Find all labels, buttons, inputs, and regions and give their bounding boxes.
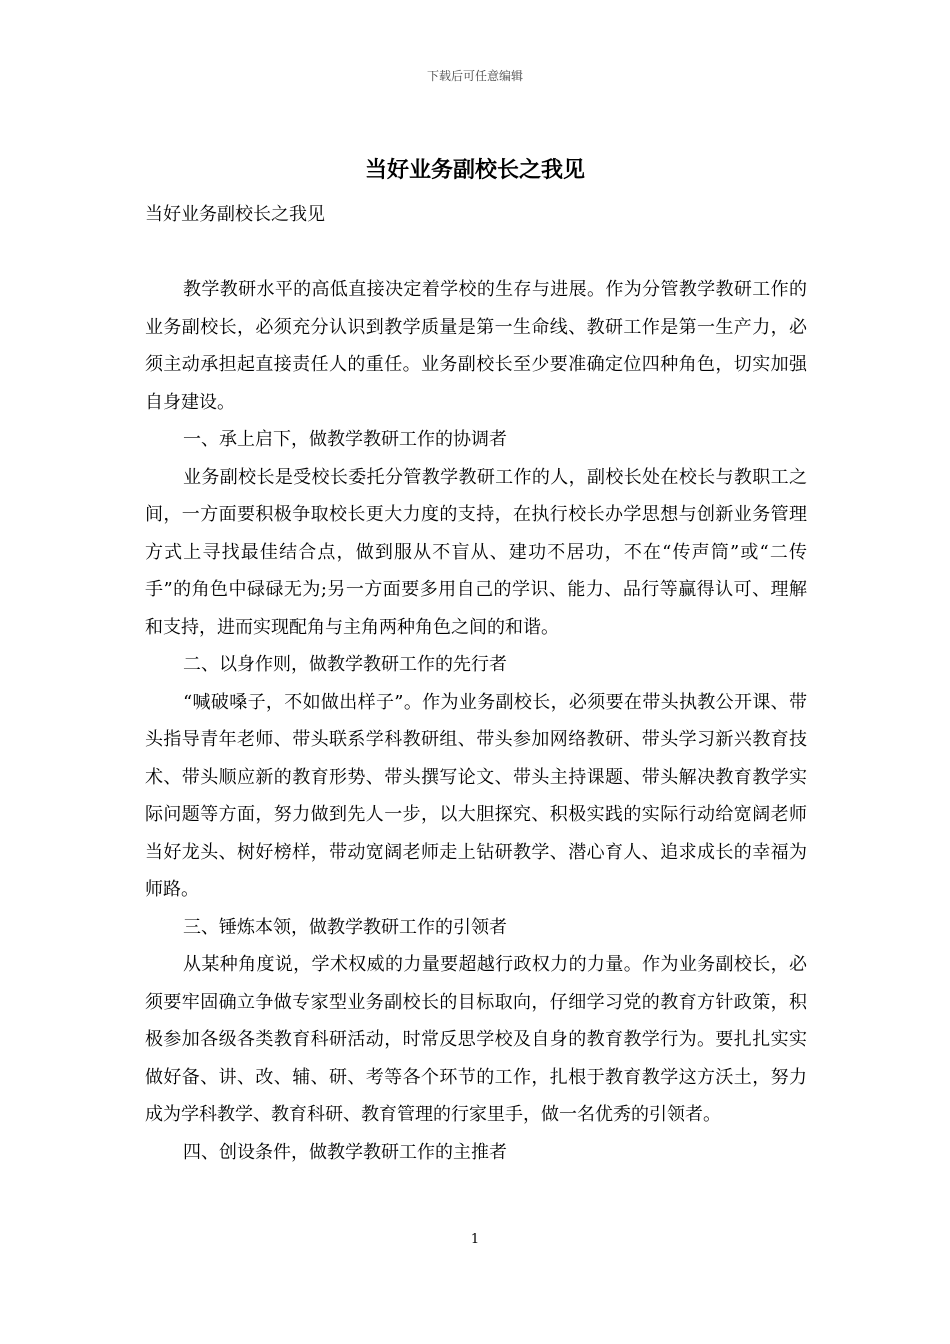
document-subtitle: 当好业务副校长之我见 [145, 204, 325, 225]
section-heading-1: 一、承上启下，做教学教研工作的协调者 [183, 429, 507, 450]
section-heading-2: 二、以身作则，做教学教研工作的先行者 [183, 654, 507, 675]
paragraph-section-1: 业务副校长是受校长委托分管教学教研工作的人，副校长处在校长与教职工之间，一方面要积极争取校长更大力度的支持，在执行校长办学思想与创新业务管理方式上寻找最佳结合点，做到服从不盲从、建功不居功，不在“传声筒”或“二传手”的角色中碌碌无为;另一方面要多用自己的学识、能力、品行等赢得认可、理解和支持，进而实现配角与主角两种角色之间的和谐。 [145, 466, 807, 638]
page-number: 1 [470, 1232, 480, 1247]
document-body [145, 196, 807, 1171]
paragraph-intro: 教学教研水平的高低直接决定着学校的生存与进展。作为分管教学教研工作的业务副校长，必须充分认识到教学质量是第一生命线、教研工作是第一生产力，必须主动承担起直接责任人的重任。业务副校长至少要准确定位四种角色，切实加强自身建设。 [145, 279, 807, 413]
paragraph-section-3: 从某种角度说，学术权威的力量要超越行政权力的力量。作为业务副校长，必须要牢固确立争做专家型业务副校长的目标取向，仔细学习党的教育方针政策，积极参加各级各类教育科研活动，时常反思学校及自身的教育教学行为。要扎扎实实做好备、讲、改、辅、研、考等各个环节的工作，扎根于教育教学这方沃土，努力成为学科教学、教育科研、教育管理的行家里手，做一名优秀的引领者。 [145, 954, 807, 1125]
page-header: 下载后可任意编辑 [426, 69, 523, 83]
document-title: 当好业务副校长之我见 [364, 157, 585, 183]
section-heading-3: 三、锤炼本领，做教学教研工作的引领者 [183, 916, 507, 938]
paragraph-section-2: “喊破嗓子，不如做出样子”。作为业务副校长，必须要在带头执教公开课、带头指导青年老师、带头联系学科教研组、带头参加网络教研、带头学习新兴教育技术、带头顺应新的教育形势、带头撰写论文、带头主持课题、带头解决教育教学实际问题等方面，努力做到先人一步，以大胆探究、积极实践的实际行动给宽阔老师当好龙头、树好榜样，带动宽阔老师走上钻研教学、潜心育人、追求成长的幸福为师路。 [145, 691, 807, 900]
section-heading-4: 四、创设条件，做教学教研工作的主推者 [183, 1141, 507, 1163]
